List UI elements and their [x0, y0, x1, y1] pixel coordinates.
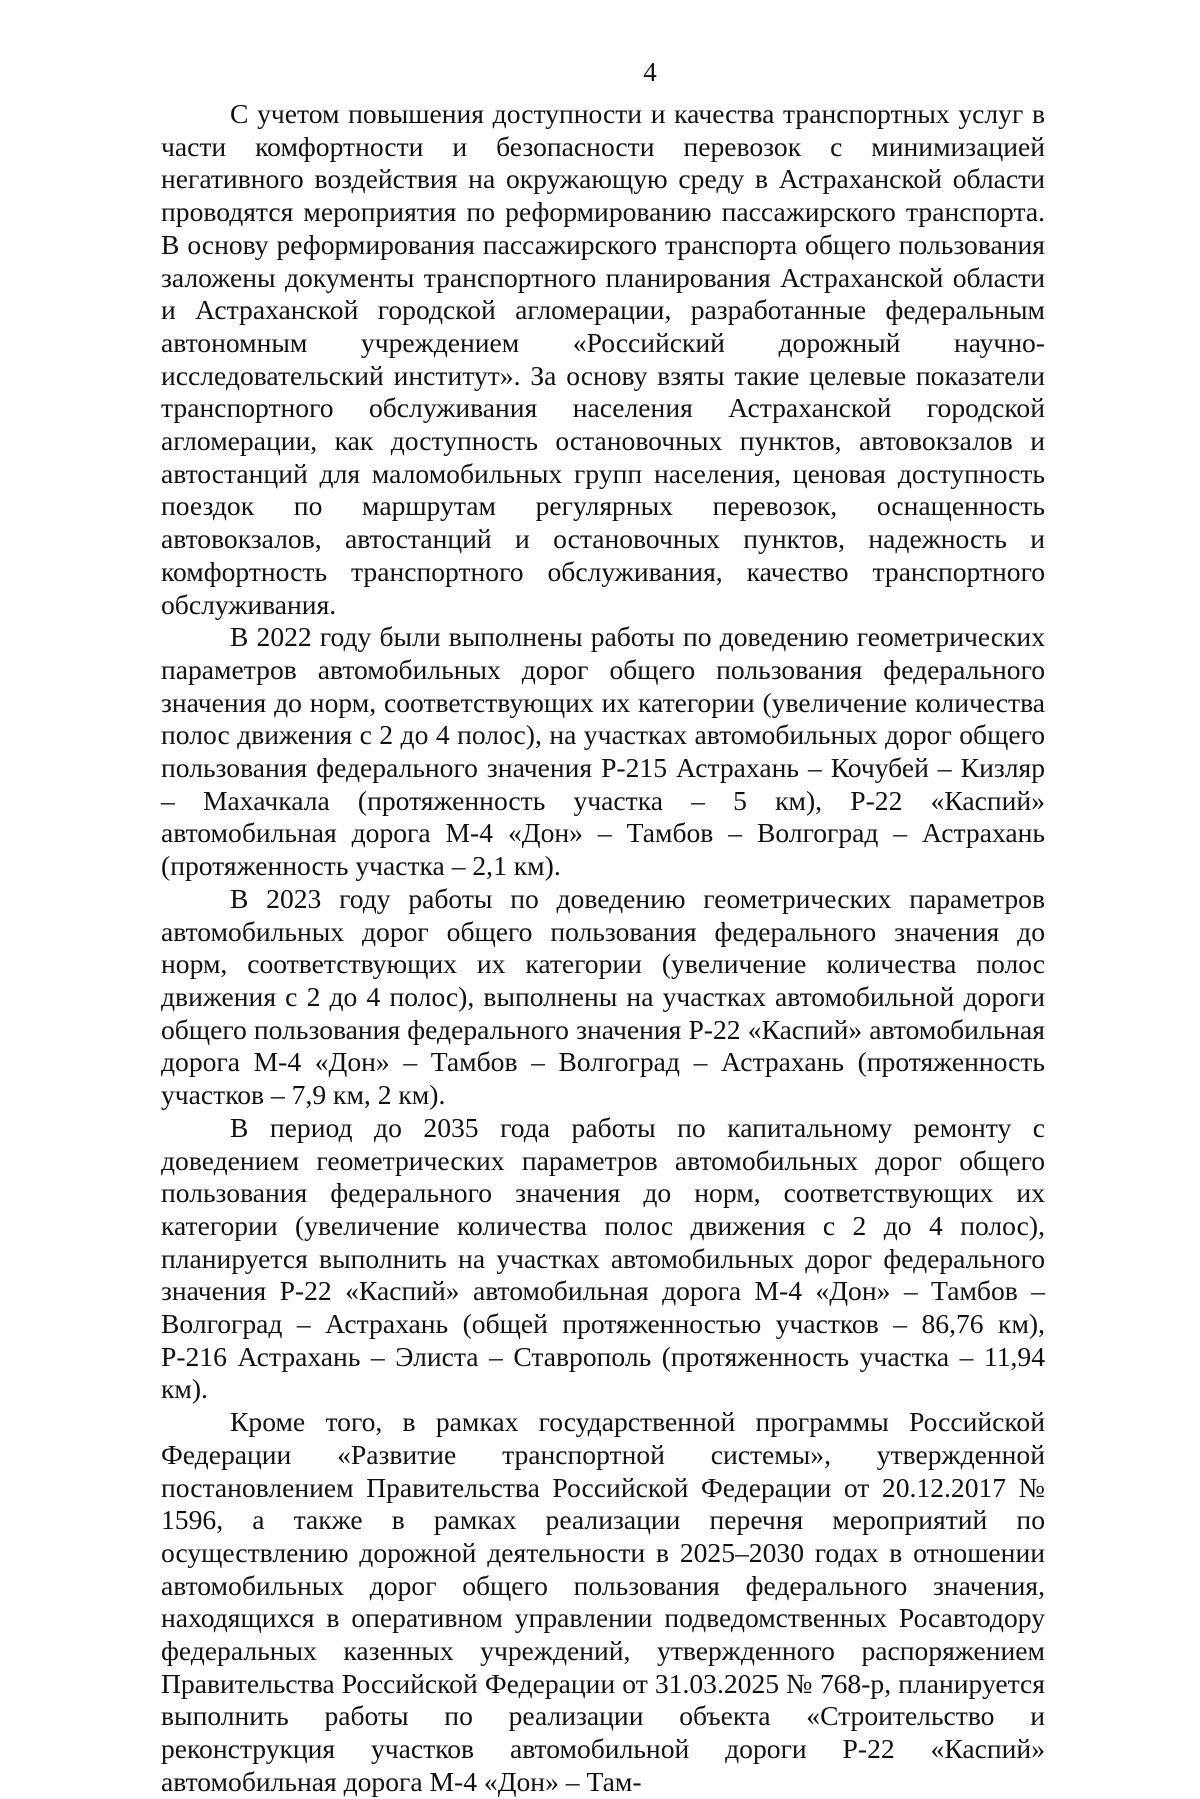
- document-body: [161, 98, 1045, 1799]
- page-number: 4: [643, 57, 657, 87]
- paragraph-transport-reform: С учетом повышения доступности и качества транспортных услуг в части комфортности и безопасности перевозок с минимизацией негативного воздействия на окружающую среду в Астраханской области проводятся мероприятия по реформированию пассажирского транспорта. В основу реформирования пассажирского транспорта общего пользования заложены документы транспортного планирования Астраханской области и Астраханской городской агломерации, разработанные федеральным автономным учреждением «Российский дорожный научно-исследовательский институт». За основу взяты такие целевые показатели транспортного обслуживания населения Астраханской городской агломерации, как доступность остановочных пунктов, автовокзалов и автостанций для маломобильных групп населения, ценовая доступность поездок по маршрутам регулярных перевозок, оснащенность автовокзалов, автостанций и остановочных пунктов, надежность и комфортность транспортного обслуживания, качество транспортного обслуживания.: [161, 98, 1045, 620]
- paragraph-2023-works: В 2023 году работы по доведению геометрических параметров автомобильных дорог общего пользования федерального значения до норм, соответствующих их категории (увеличение количества полос движения с 2 до 4 полос), выполнены на участках автомобильной дороги общего пользования федерального значения Р-22 «Каспий» автомобильная дорога М-4 «Дон» – Тамбов – Волгоград – Астрахань (протяженность участков – 7,9 км, 2 км).: [161, 882, 1045, 1111]
- paragraph-2022-works: В 2022 году были выполнены работы по доведению геометрических параметров автомобильных дорог общего пользования федерального значения до норм, соответствующих их категории (увеличение количества полос движения с 2 до 4 полос), на участках автомобильных дорог общего пользования федерального значения Р-215 Астрахань – Кочубей – Кизляр – Махачкала (протяженность участка – 5 км), Р-22 «Каспий» автомобильная дорога М-4 «Дон» – Тамбов – Волгоград – Астрахань (протяженность участка – 2,1 км).: [161, 621, 1045, 882]
- paragraph-2035-plan: В период до 2035 года работы по капитальному ремонту с доведением геометрических параметров автомобильных дорог общего пользования федерального значения до норм, соответствующих их категории (увеличение количества полос движения с 2 до 4 полос), планируется выполнить на участках автомобильных дорог федерального значения Р-22 «Каспий» автомобильная дорога М-4 «Дон» – Тамбов – Волгоград – Астрахань (общей протяженностью участков – 86,76 км), Р-216 Астрахань – Элиста – Ставрополь (протяженность участка – 11,94 км).: [161, 1111, 1045, 1405]
- paragraph-state-program: Кроме того, в рамках государственной программы Российской Федерации «Развитие транспортной системы», утвержденной постановлением Правительства Российской Федерации от 20.12.2017 № 1596, а также в рамках реализации перечня мероприятий по осуществлению дорожной деятельности в 2025–2030 годах в отношении автомобильных дорог общего пользования федерального значения, находящихся в оперативном управлении подведомственных Росавтодору федеральных казенных учреждений, утвержденного распоряжением Правительства Российской Федерации от 31.03.2025 № 768-р, планируется выполнить работы по реализации объекта «Строительство и реконструкция участков автомобильной дороги Р-22 «Каспий» автомобильная дорога М-4 «Дон» – Там-: [161, 1406, 1045, 1797]
